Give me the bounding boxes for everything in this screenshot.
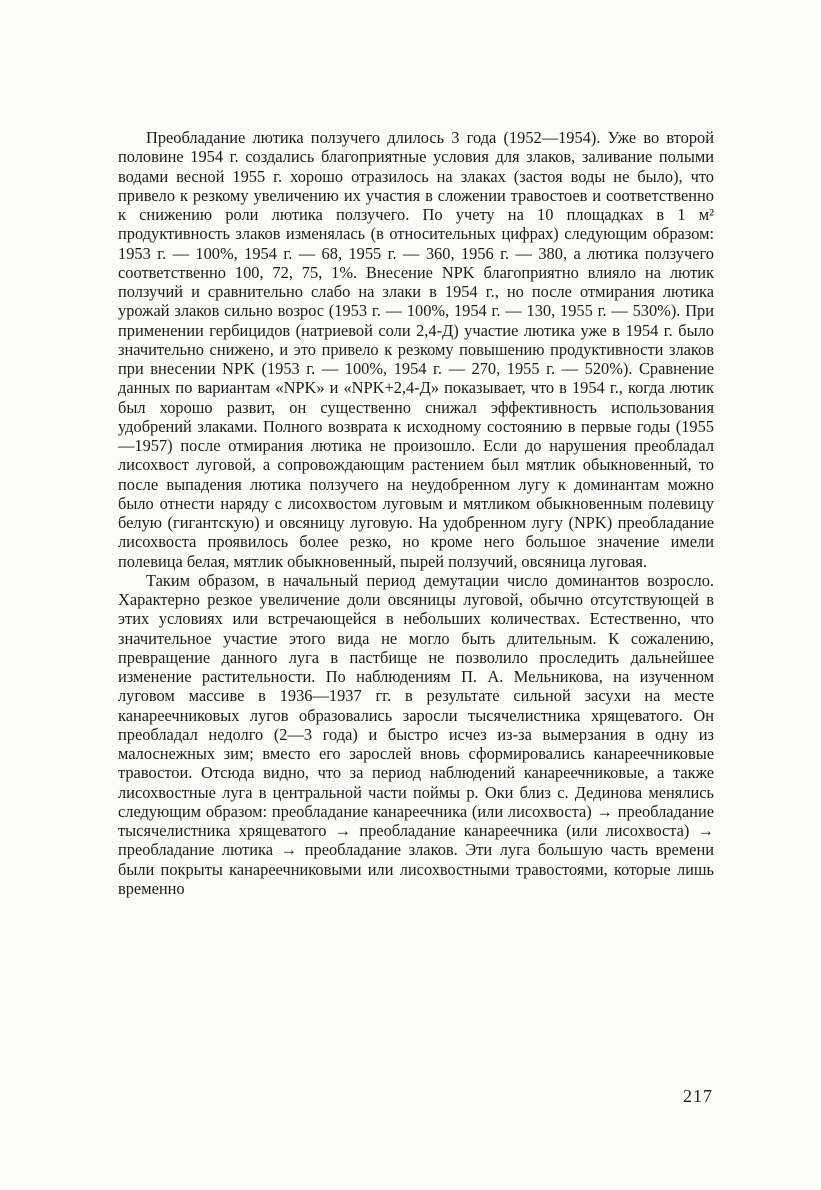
body-text bbox=[118, 128, 714, 898]
paragraph-1: Преобладание лютика ползучего длилось 3 года (1952—1954). Уже во второй половине 1954 г. создались благоприятные условия для злаков, заливание полыми водами весной 1955 г. хорошо отразилось на злаках (застоя воды не было), что привело к резкому увеличению их участия в сложении травостоев и соответственно к снижению роли лютика ползучего. По учету на 10 площадках в 1 м² продуктивность злаков изменялась (в относительных цифрах) следующим образом: 1953 г. — 100%, 1954 г. — 68, 1955 г. — 360, 1956 г. — 380, а лютика ползучего соответственно 100, 72, 75, 1%. Внесение NPK благоприятно влияло на лютик ползучий и сравнительно слабо на злаки в 1954 г., но после отмирания лютика урожай злаков сильно возрос (1953 г. — 100%, 1954 г. — 130, 1955 г. — 530%). При применении гербицидов (натриевой соли 2,4-Д) участие лютика уже в 1954 г. было значительно снижено, и это привело к резкому повышению продуктивности злаков при внесении NPK (1953 г. — 100%, 1954 г. — 270, 1955 г. — 520%). Сравнение данных по вариантам «NPK» и «NPK+2,4-Д» показывает, что в 1954 г., когда лютик был хорошо развит, он существенно снижал эффективность использования удобрений злаками. Полного возврата к исходному состоянию в первые годы (1955—1957) после отмирания лютика не произошло. Если до нарушения преобладал лисохвост луговой, а сопровождающим растением был мятлик обыкновенный, то после выпадения лютика ползучего на неудобренном лугу к доминантам можно было отнести наряду с лисохвостом луговым и мятликом обыкновенным полевицу белую (гигантскую) и овсяницу луговую. На удобренном лугу (NPK) преобладание лисохвоста проявилось более резко, но кроме него большое значение имели полевица белая, мятлик обыкновенный, пырей ползучий, овсяница луговая. bbox=[118, 128, 714, 571]
paragraph-2: Таким образом, в начальный период демутации число доминантов возросло. Характерно резкое увеличение доли овсяницы луговой, обычно отсутствующей в этих условиях или встречающейся в небольших количествах. Естественно, что значительное участие этого вида не могло быть длительным. К сожалению, превращение данного луга в пастбище не позволило проследить дальнейшее изменение растительности. По наблюдениям П. А. Мельникова, на изученном луговом массиве в 1936—1937 гг. в результате сильной засухи на месте канареечниковых лугов образовались заросли тысячелистника хрящеватого. Он преобладал недолго (2—3 года) и быстро исчез из-за вымерзания в одну из малоснежных зим; вместо его зарослей вновь сформировались канареечниковые травостои. Отсюда видно, что за период наблюдений канареечниковые, а также лисохвостные луга в центральной части поймы р. Оки близ с. Дединова менялись следующим образом: преобладание канареечника (или лисохвоста) → преобладание тысячелистника хрящеватого → преобладание канареечника (или лисохвоста) → преобладание лютика → преобладание злаков. Эти луга большую часть времени были покрыты канареечниковыми или лисохвостными травостоями, которые лишь временно bbox=[118, 570, 714, 898]
page-number: 217 bbox=[683, 1086, 713, 1106]
